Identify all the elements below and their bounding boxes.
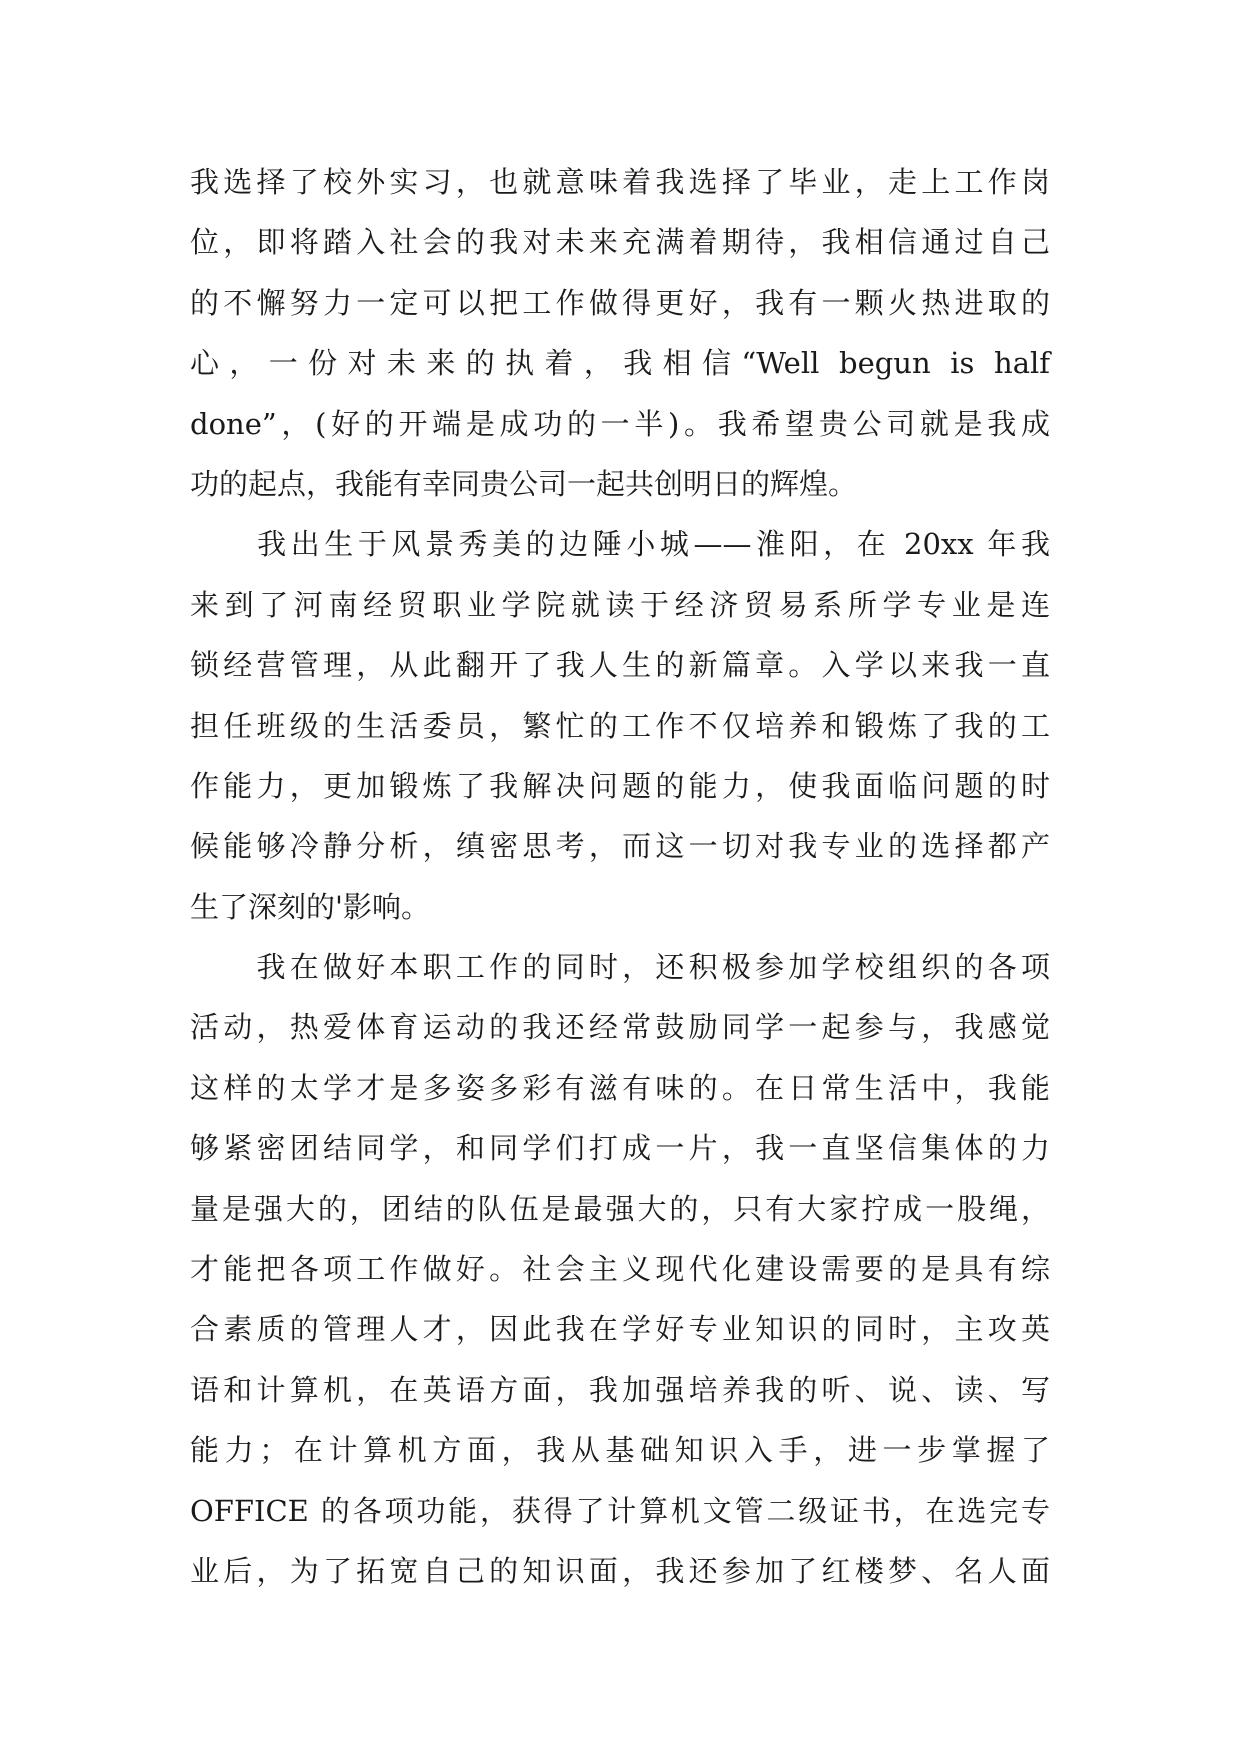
text-line: done”，(好的开端是成功的一半)。我希望贵公司就是我成 — [190, 406, 1050, 441]
document-body — [190, 152, 1050, 1601]
text-line: 合素质的管理人才，因此我在学好专业知识的同时，主攻英 — [190, 1312, 1050, 1347]
text-line: 来到了河南经贸职业学院就读于经济贸易系所学专业是连 — [190, 587, 1050, 622]
text-line: 我选择了校外实习，也就意味着我选择了毕业，走上工作岗 — [190, 165, 1050, 199]
text-line: 生了深刻的'影响。 — [190, 889, 430, 924]
text-line: 语和计算机，在英语方面，我加强培养我的听、说、读、写 — [190, 1372, 1050, 1407]
text-line: 才能把各项工作做好。社会主义现代化建设需要的是具有综 — [190, 1252, 1050, 1287]
text-line: 业后，为了拓宽自己的知识面，我还参加了红楼梦、名人面 — [190, 1553, 1050, 1588]
text-line: 我在做好本职工作的同时，还积极参加学校组织的各项 — [190, 950, 1050, 985]
text-line: 位，即将踏入社会的我对未来充满着期待，我相信通过自己 — [190, 225, 1050, 260]
text-line: 量是强大的，团结的队伍是最强大的，只有大家拧成一股绳， — [190, 1191, 1050, 1226]
paragraph-1 — [190, 152, 1050, 514]
paragraph-2 — [190, 514, 1050, 937]
text-line: 我出生于风景秀美的边陲小城——淮阳，在 20xx 年我 — [190, 527, 1050, 562]
text-line: 担任班级的生活委员，繁忙的工作不仅培养和锻炼了我的工 — [190, 708, 1050, 743]
text-line: 锁经营管理，从此翻开了我人生的新篇章。入学以来我一直 — [190, 648, 1050, 683]
text-line: OFFICE 的各项功能，获得了计算机文管二级证书，在选完专 — [190, 1493, 1050, 1528]
text-line: 功的起点，我能有幸同贵公司一起共创明日的辉煌。 — [190, 466, 858, 501]
text-line: 候能够冷静分析，缜密思考，而这一切对我专业的选择都产 — [190, 829, 1050, 864]
text-line: 这样的太学才是多姿多彩有滋有味的。在日常生活中，我能 — [190, 1070, 1050, 1105]
text-line: 能力；在计算机方面，我从基础知识入手，进一步掌握了 — [190, 1433, 1050, 1468]
text-line: 心，一份对未来的执着，我相信“Well begun is half — [190, 346, 1050, 381]
paragraph-3 — [190, 937, 1050, 1601]
text-line: 的不懈努力一定可以把工作做得更好，我有一颗火热进取的 — [190, 285, 1050, 320]
text-line: 活动，热爱体育运动的我还经常鼓励同学一起参与，我感觉 — [190, 1010, 1050, 1045]
text-line: 够紧密团结同学，和同学们打成一片，我一直坚信集体的力 — [190, 1131, 1050, 1166]
text-line: 作能力，更加锻炼了我解决问题的能力，使我面临问题的时 — [190, 768, 1050, 803]
